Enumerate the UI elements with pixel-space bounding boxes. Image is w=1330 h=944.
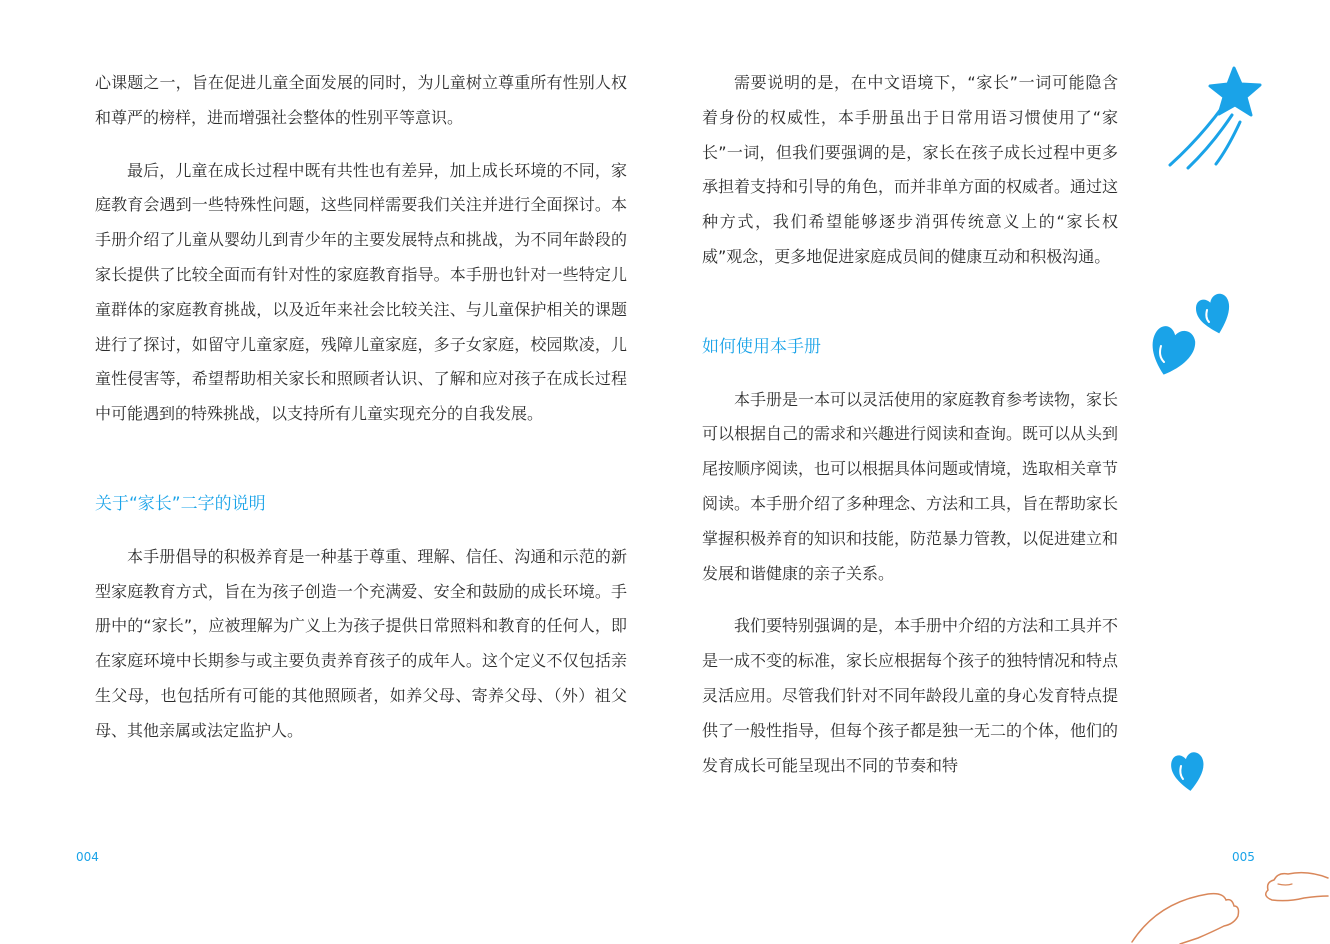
left-paragraph-3: 本手册倡导的积极养育是一种基于尊重、理解、信任、沟通和示范的新型家庭教育方式，旨在为孩子创造一个充满爱、安全和鼓励的成长环境。手册中的“家长”，应被理解为广义上为孩子提供日常照料和教育的任何人，即在家庭环境中长期参与或主要负责养育孩子的成年人。这个定义不仅包括亲生父母，也包括所有可能的其他照顾者，如养父母、寄养父母、（外）祖父母、其他亲属或法定监护人。	[95, 546, 627, 740]
star-icon	[1160, 60, 1270, 170]
left-page-column	[95, 66, 627, 749]
heart-icon	[1146, 322, 1198, 380]
left-paragraph-1: 心课题之一，旨在促进儿童全面发展的同时，为儿童树立尊重所有性别人权和尊严的榜样，进而增强社会整体的性别平等意识。	[95, 73, 627, 127]
right-paragraph-2: 本手册是一本可以灵活使用的家庭教育参考读物，家长可以根据自己的需求和兴趣进行阅读和查询。既可以从头到尾按顺序阅读，也可以根据具体问题或情境，选取相关章节阅读。本手册介绍了多种理念、方法和工具，旨在帮助家长掌握积极养育的知识和技能，防范暴力管教，以促进建立和发展和谐健康的亲子关系。	[702, 389, 1119, 583]
page-number-right: 005	[1232, 850, 1255, 864]
hand-icon	[1128, 862, 1330, 944]
section-heading-parent-note: 关于“家长”二字的说明	[95, 493, 266, 514]
section-heading-how-to-use: 如何使用本手册	[702, 336, 821, 357]
left-paragraph-2: 最后，儿童在成长过程中既有共性也有差异，加上成长环境的不同，家庭教育会遇到一些特殊性问题，这些同样需要我们关注并进行全面探讨。本手册介绍了儿童从婴幼儿到青少年的主要发展特点和挑战，为不同年龄段的家长提供了比较全面而有针对性的家庭教育指导。本手册也针对一些特定儿童群体的家庭教育挑战，以及近年来社会比较关注、与儿童保护相关的课题进行了探讨，如留守儿童家庭，残障儿童家庭，多子女家庭，校园欺凌，儿童性侵害等，希望帮助相关家长和照顾者认识、了解和应对孩子在成长过程中可能遇到的特殊挑战，以支持所有儿童实现充分的自我发展。	[95, 160, 627, 424]
heart-icon	[1168, 748, 1208, 794]
right-page-column	[702, 66, 1118, 783]
heart-icon	[1193, 292, 1235, 338]
right-paragraph-1: 需要说明的是，在中文语境下，“家长”一词可能隐含着身份的权威性，本手册虽出于日常用语习惯使用了“家长”一词，但我们要强调的是，家长在孩子成长过程中更多承担着支持和引导的角色，而并非单方面的权威者。通过这种方式，我们希望能够逐步消弭传统意义上的“家长权威”观念，更多地促进家庭成员间的健康互动和积极沟通。	[702, 73, 1119, 266]
page-number-left: 004	[76, 850, 99, 864]
right-paragraph-3: 我们要特别强调的是，本手册中介绍的方法和工具并不是一成不变的标准，家长应根据每个孩子的独特情况和特点灵活应用。尽管我们针对不同年龄段儿童的身心发育特点提供了一般性指导，但每个孩子都是独一无二的个体，他们的发育成长可能呈现出不同的节奏和特	[702, 616, 1119, 775]
